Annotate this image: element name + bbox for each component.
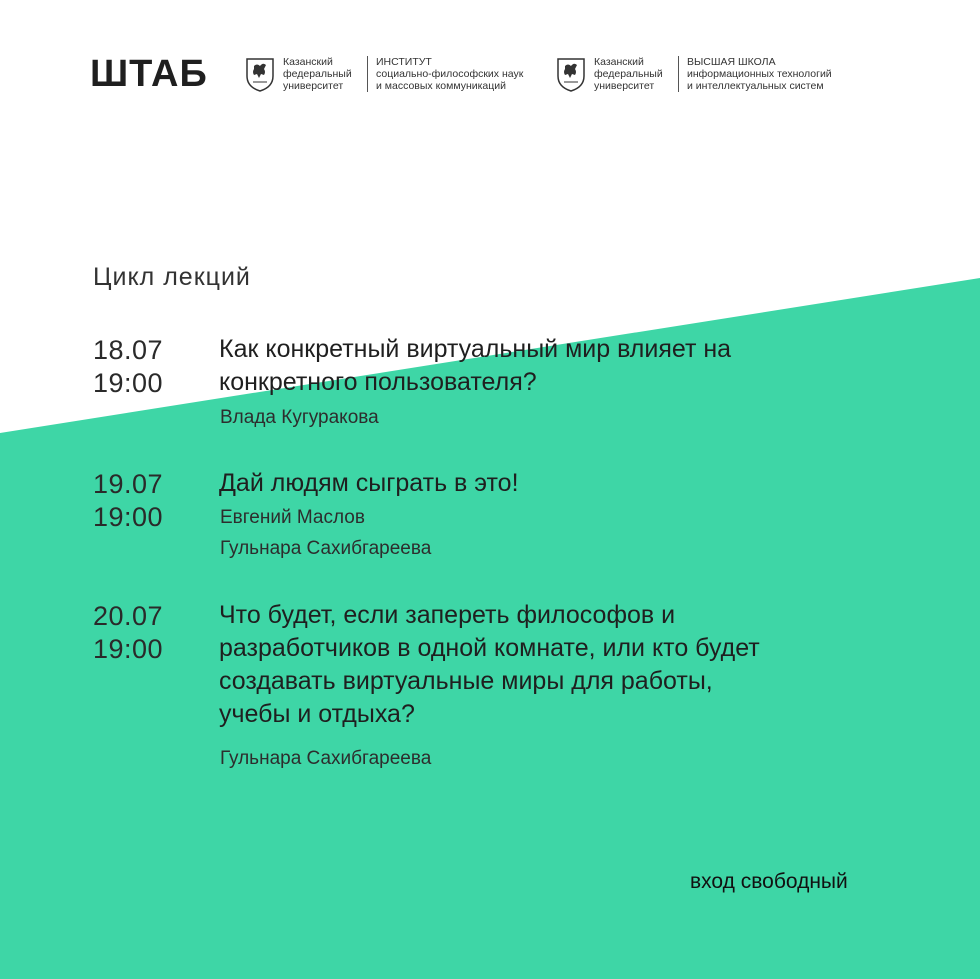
institute-name-line: и интеллектуальных систем bbox=[687, 80, 824, 92]
lecture-date: 20.07 bbox=[93, 601, 164, 631]
institute-name-line: информационных технологий bbox=[687, 68, 832, 80]
lecture-time: 19:00 bbox=[93, 502, 164, 532]
lecture-title-line: разработчиков в одной комнате, или кто будет bbox=[219, 634, 760, 662]
kfu-name-line: университет bbox=[283, 80, 344, 92]
lecture-date: 19.07 bbox=[93, 469, 164, 499]
logo-divider bbox=[678, 56, 679, 92]
lecture-speaker: Влада Кугуракова bbox=[220, 407, 379, 428]
kfu-institute-logo-2 bbox=[556, 54, 832, 94]
kfu-name-line: университет bbox=[594, 80, 655, 92]
institute-name-line: социально-философских наук bbox=[376, 68, 524, 80]
lecture-title-line: конкретного пользователя? bbox=[219, 368, 537, 396]
lecture-datetime bbox=[93, 600, 163, 666]
lecture-datetime bbox=[93, 468, 163, 534]
lecture-time: 19:00 bbox=[93, 368, 164, 398]
brand-logo: ШТАБ bbox=[90, 53, 208, 95]
kfu-name-line: федеральный bbox=[594, 68, 663, 80]
lecture-title-line: создавать виртуальные миры для работы, bbox=[219, 667, 713, 695]
kfu-institute-logo-1 bbox=[245, 54, 523, 94]
institute-name bbox=[376, 56, 523, 92]
kfu-name-line: Казанский bbox=[594, 56, 644, 68]
institute-name-line: ВЫСШАЯ ШКОЛА bbox=[687, 56, 776, 68]
lecture-speaker: Гульнара Сахибгареева bbox=[220, 538, 432, 559]
lecture-title bbox=[219, 599, 909, 731]
lecture-time: 19:00 bbox=[93, 634, 164, 664]
lecture-title-line: учебы и отдыха? bbox=[219, 700, 415, 728]
kfu-name-line: Казанский bbox=[283, 56, 333, 68]
kfu-emblem-icon bbox=[556, 56, 586, 92]
lecture-date: 18.07 bbox=[93, 335, 164, 365]
lecture-title-line: Дай людям сыграть в это! bbox=[219, 469, 519, 497]
kfu-name-line: федеральный bbox=[283, 68, 352, 80]
lecture-speaker: Евгений Маслов bbox=[220, 507, 365, 528]
lecture-title bbox=[219, 467, 909, 500]
kfu-name bbox=[283, 56, 363, 92]
logo-divider bbox=[367, 56, 368, 92]
lecture-title bbox=[219, 333, 909, 399]
lecture-title-line: Как конкретный виртуальный мир влияет на bbox=[219, 335, 732, 363]
lecture-title-line: Что будет, если запереть философов и bbox=[219, 601, 676, 629]
lecture-speaker: Гульнара Сахибгареева bbox=[220, 748, 432, 769]
institute-name-line: и массовых коммуникаций bbox=[376, 80, 507, 92]
series-title: Цикл лекций bbox=[93, 263, 251, 291]
free-entry-note: вход свободный bbox=[690, 870, 848, 893]
lecture-datetime bbox=[93, 334, 163, 400]
institute-name-line: ИНСТИТУТ bbox=[376, 56, 432, 68]
kfu-name bbox=[594, 56, 674, 92]
institute-name bbox=[687, 56, 832, 92]
kfu-emblem-icon bbox=[245, 56, 275, 92]
